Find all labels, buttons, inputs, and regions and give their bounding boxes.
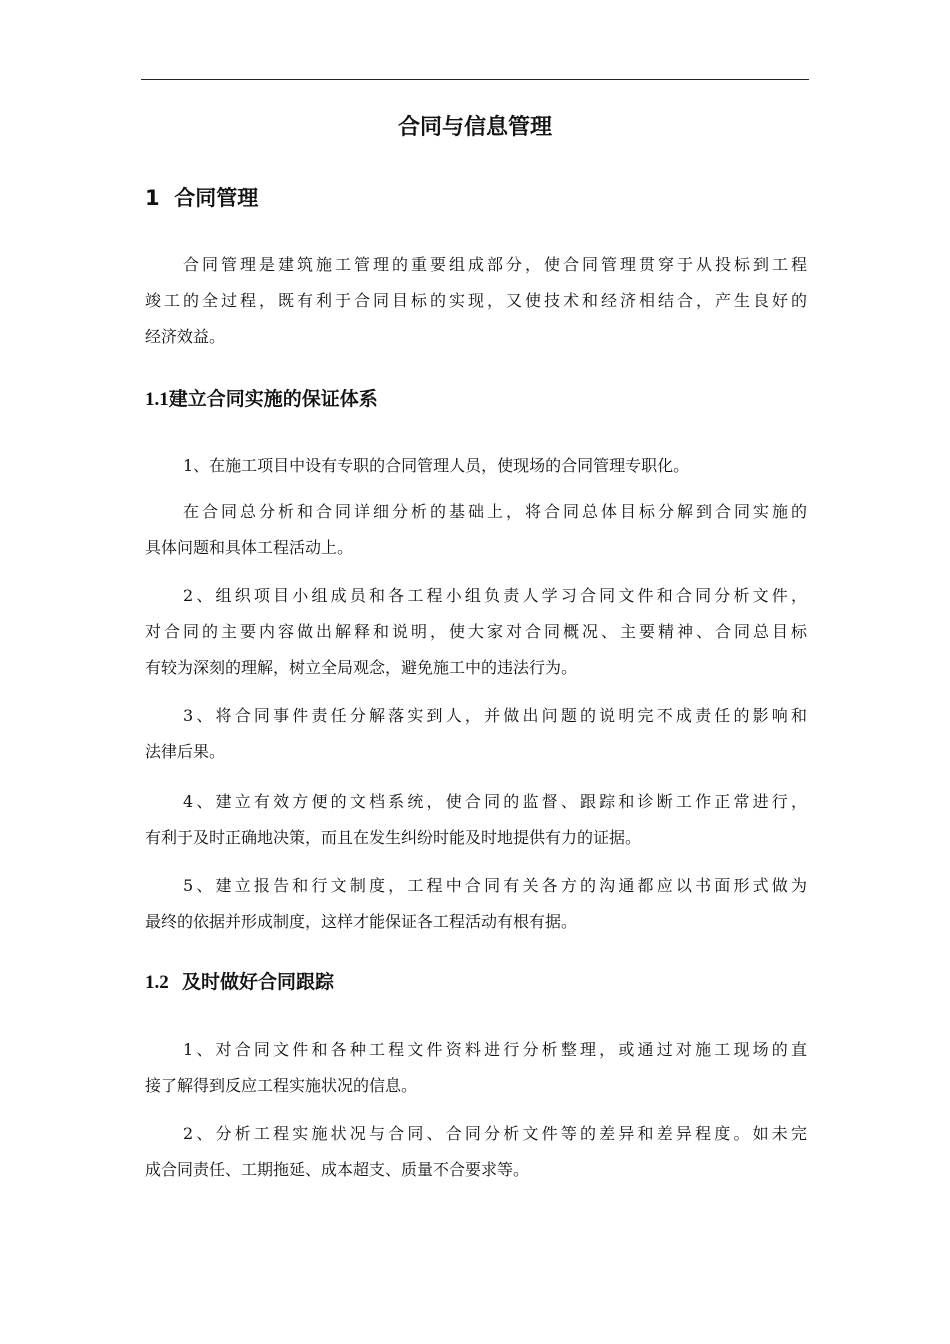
paragraph-line: 3、将合同事件责任分解落实到人，并做出问题的说明完不成责任的影响和 [183, 706, 807, 725]
section-1-1-para-1 [145, 448, 807, 484]
paragraph-line: 法律后果。 [145, 742, 226, 761]
paragraph-line: 成合同责任、工期拖延、成本超支、质量不合要求等。 [145, 1160, 530, 1179]
paragraph-line: 接了解得到反应工程实施状况的信息。 [145, 1076, 418, 1095]
section-1-1-title: 建立合同实施的保证体系 [168, 388, 378, 410]
section-1-1-para-2 [145, 494, 807, 566]
document-title: 合同与信息管理 [397, 115, 552, 140]
section-1-2-title: 及时做好合同跟踪 [181, 971, 334, 993]
section-1-1-number: 1.1 [145, 389, 169, 410]
section-1-2-number: 1.2 [145, 972, 169, 993]
section-1-title: 合同管理 [174, 186, 259, 210]
paragraph-line: 竣工的全过程，既有利于合同目标的实现，又使技术和经济相结合，产生良好的 [145, 291, 807, 310]
paragraph-line: 1、对合同文件和各种工程文件资料进行分析整理，或通过对施工现场的直 [183, 1040, 807, 1059]
paragraph-line: 5、建立报告和行文制度，工程中合同有关各方的沟通都应以书面形式做为 [183, 876, 807, 895]
paragraph-line: 2、组织项目小组成员和各工程小组负责人学习合同文件和合同分析文件， [183, 586, 807, 605]
section-1-2-para-1 [145, 1032, 807, 1104]
section-1-1-heading [145, 385, 378, 414]
section-1-1-para-3 [145, 578, 807, 686]
paragraph-line: 在合同总分析和合同详细分析的基础上，将合同总体目标分解到合同实施的 [183, 502, 807, 521]
paragraph-line: 1、在施工项目中设有专职的合同管理人员，使现场的合同管理专职化。 [183, 456, 690, 475]
section-1-1-para-5 [145, 784, 807, 856]
section-1-2-para-2 [145, 1116, 807, 1188]
paragraph-line: 经济效益。 [145, 327, 226, 346]
paragraph-line: 合同管理是建筑施工管理的重要组成部分，使合同管理贯穿于从投标到工程 [183, 255, 807, 274]
section-1-1-para-6 [145, 868, 807, 940]
section-1-heading [145, 183, 258, 213]
paragraph-line: 最终的依据并形成制度，这样才能保证各工程活动有根有据。 [145, 912, 578, 931]
section-1-intro [145, 247, 807, 355]
section-1-1-para-4 [145, 698, 807, 770]
paragraph-line: 2、分析工程实施状况与合同、合同分析文件等的差异和差异程度。如未完 [183, 1124, 807, 1143]
paragraph-line: 有较为深刻的理解，树立全局观念，避免施工中的违法行为。 [145, 658, 578, 677]
paragraph-line: 对合同的主要内容做出解释和说明，使大家对合同概况、主要精神、合同总目标 [145, 622, 807, 641]
header-rule [141, 79, 809, 80]
section-1-2-heading [145, 968, 334, 997]
paragraph-line: 具体问题和具体工程活动上。 [145, 538, 354, 557]
section-1-number: 1 [145, 186, 160, 210]
paragraph-line: 4、建立有效方便的文档系统，使合同的监督、跟踪和诊断工作正常进行， [183, 792, 807, 811]
paragraph-line: 有利于及时正确地决策，而且在发生纠纷时能及时地提供有力的证据。 [145, 828, 642, 847]
